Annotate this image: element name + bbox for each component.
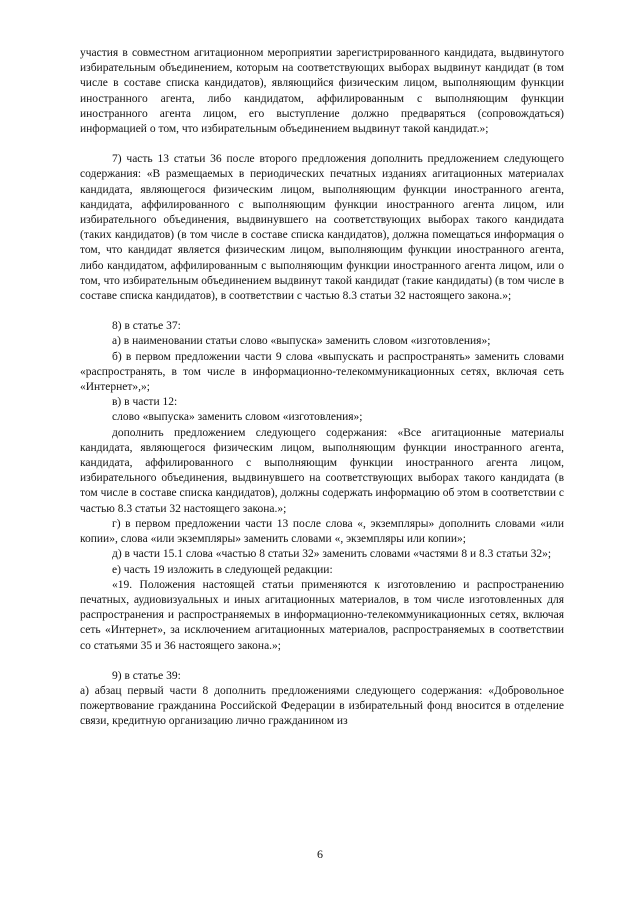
paragraph-1: участия в совместном агитационном мероприятии зарегистрированного кандидата, выдвинутого избирательным объединением, которым на соответствующих выборах выдвинут кандидат (в том числе в составе списка кандидатов), являющийся физическим лицом, выполняющим функции иностранного агента, либо кандидатом, аффилированным с выполняющим функции иностранного агента лицом, его выступление должно предваряться (сопровождаться) информацией о том, что избирательным объединением выдвинут такой кандидат.»;	[80, 47, 564, 136]
page-number: 6	[317, 847, 323, 861]
paragraph-10: д) в части 15.1 слова «частью 8 статьи 32» заменить словами «частями 8 и 8.3 статьи 32»;	[112, 548, 552, 561]
paragraph-6: в) в части 12:	[112, 396, 178, 409]
paragraph-4: а) в наименовании статьи слово «выпуска» заменить словом «изготовления»;	[112, 335, 491, 348]
paragraph-12: «19. Положения настоящей статьи применяются к изготовлению и распространению печатных, аудиовизуальных и иных агитационных материалов, в том числе изготовленных для распространения и распространяемых в информационно-телекоммуникационных сетях, включая сеть «Интернет», за исключением агитационных материалов, распространяемых в соответствии со статьями 35 и 36 настоящего закона.»;	[80, 578, 564, 652]
paragraph-gap	[80, 654, 564, 669]
paragraph-7: слово «выпуска» заменить словом «изготовления»;	[112, 411, 363, 424]
paragraph-8: дополнить предложением следующего содержания: «Все агитационные материалы кандидата, являющегося физическим лицом, выполняющим функции иностранного агента, кандидата, аффилированного с выполняющим функции иностранного агента лицом, избирательного объединения, выдвинувшего на соответствующих выборах такого кандидата (в том числе в составе списка кандидатов), должны содержать информацию об этом в соответствии с частью 8.3 статьи 32 настоящего закона.»;	[80, 426, 564, 515]
document-body	[80, 46, 564, 730]
paragraph-13: 9) в статье 39:	[112, 669, 181, 682]
paragraph-gap	[80, 304, 564, 319]
paragraph-14: а) абзац первый части 8 дополнить предложениями следующего содержания: «Добровольное пожертвование гражданина Российской Федерации в избирательный фонд вносится в отделение связи, кредитную организацию лично гражданином из	[80, 684, 564, 728]
paragraph-2: 7) часть 13 статьи 36 после второго предложения дополнить предложением следующего содержания: «В размещаемых в периодических печатных изданиях агитационных материалах кандидата, являющегося физическим лицом, выполняющим функции иностранного агента, кандидата, аффилированного с выполняющим функции иностранного агента лицом, или избирательного объединения, выдвинувшего на соответствующих выборах такого кандидата (таких кандидатов) (в том числе в составе списка кандидатов), должна помещаться информация о том, что кандидат является физическим лицом, выполняющим функции иностранного агента, либо кандидатом, аффилированным с выполняющим функции иностранного агента лицом, или о том, что избирательным объединением выдвинут такой кандидат (такие кандидаты) (в том числе в составе списка кандидатов), в соответствии с частью 8.3 статьи 32 настоящего закона.»;	[80, 153, 564, 303]
paragraph-3: 8) в статье 37:	[112, 320, 181, 333]
paragraph-gap	[80, 137, 564, 152]
paragraph-5: б) в первом предложении части 9 слова «выпускать и распространять» заменить словами «распространять, в том числе в информационно-телекоммуникационных сетях, включая сеть «Интернет»,»;	[80, 350, 564, 394]
paragraph-9: г) в первом предложении части 13 после слова «, экземпляры» дополнить словами «или копии», слова «или экземпляры» заменить словами «, экземпляры или копии»;	[80, 517, 564, 546]
paragraph-11: е) часть 19 изложить в следующей редакции:	[112, 563, 333, 576]
